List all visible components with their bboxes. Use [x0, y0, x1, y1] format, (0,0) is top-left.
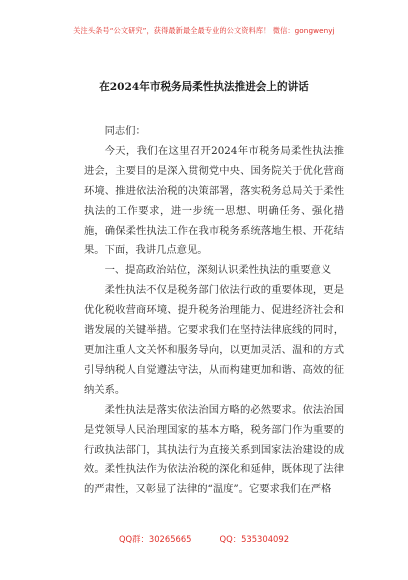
paragraph-2: 柔性执法不仅是税务部门依法行政的重要体现，更是优化税收营商环境、提升税务治理能力、促进经济社会和谐发展的关键举措。它要求我们在坚持法律底线的同时，更加注重人文关怀和服务导向，以更加灵活、温和的方式引导纳税人自觉遵法守法，从而构建更加和谐、高效的征纳关系。 — [84, 284, 344, 396]
paragraph-3: 柔性执法是落实依法治国方略的必然要求。依法治国是党领导人民治理国家的基本方略，税务部门作为重要的行政执法部门，其执法行为直接关系到国家法治建设的成效。柔性执法作为依法治税的深化和延伸，既体现了法律的严肃性，又彰显了法律的“温度”。它要求我们在严格 — [84, 403, 344, 496]
promo-banner: 关注头条号“公文研究”，获得最新最全最专业的公文资料库！ 微信：gongwenyj — [73, 26, 335, 35]
salutation: 同志们： — [104, 125, 146, 137]
document-title: 在2024年市税务局柔性执法推进会上的讲话 — [99, 81, 309, 93]
paragraph-intro: 今天，我们在这里召开2024年市税务局柔性执法推进会，主要目的是深入贯彻党中央、国务院关于优化营商环境、推进依法治税的决策部署，落实税务总局关于柔性执法的工作要求，进一步统一思想、明确任务、强化措施，确保柔性执法工作在我市税务系统落地生根、开花结果。下面，我讲几点意见。 — [84, 144, 344, 257]
qq-number: QQ：535304092 — [219, 534, 290, 544]
qq-group-number: QQ群：30265665 — [118, 534, 192, 544]
contact-footer — [0, 533, 408, 545]
section-heading-1: 一、提高政治站位，深刻认识柔性执法的重要意义 — [104, 264, 332, 277]
document-body — [84, 122, 344, 500]
